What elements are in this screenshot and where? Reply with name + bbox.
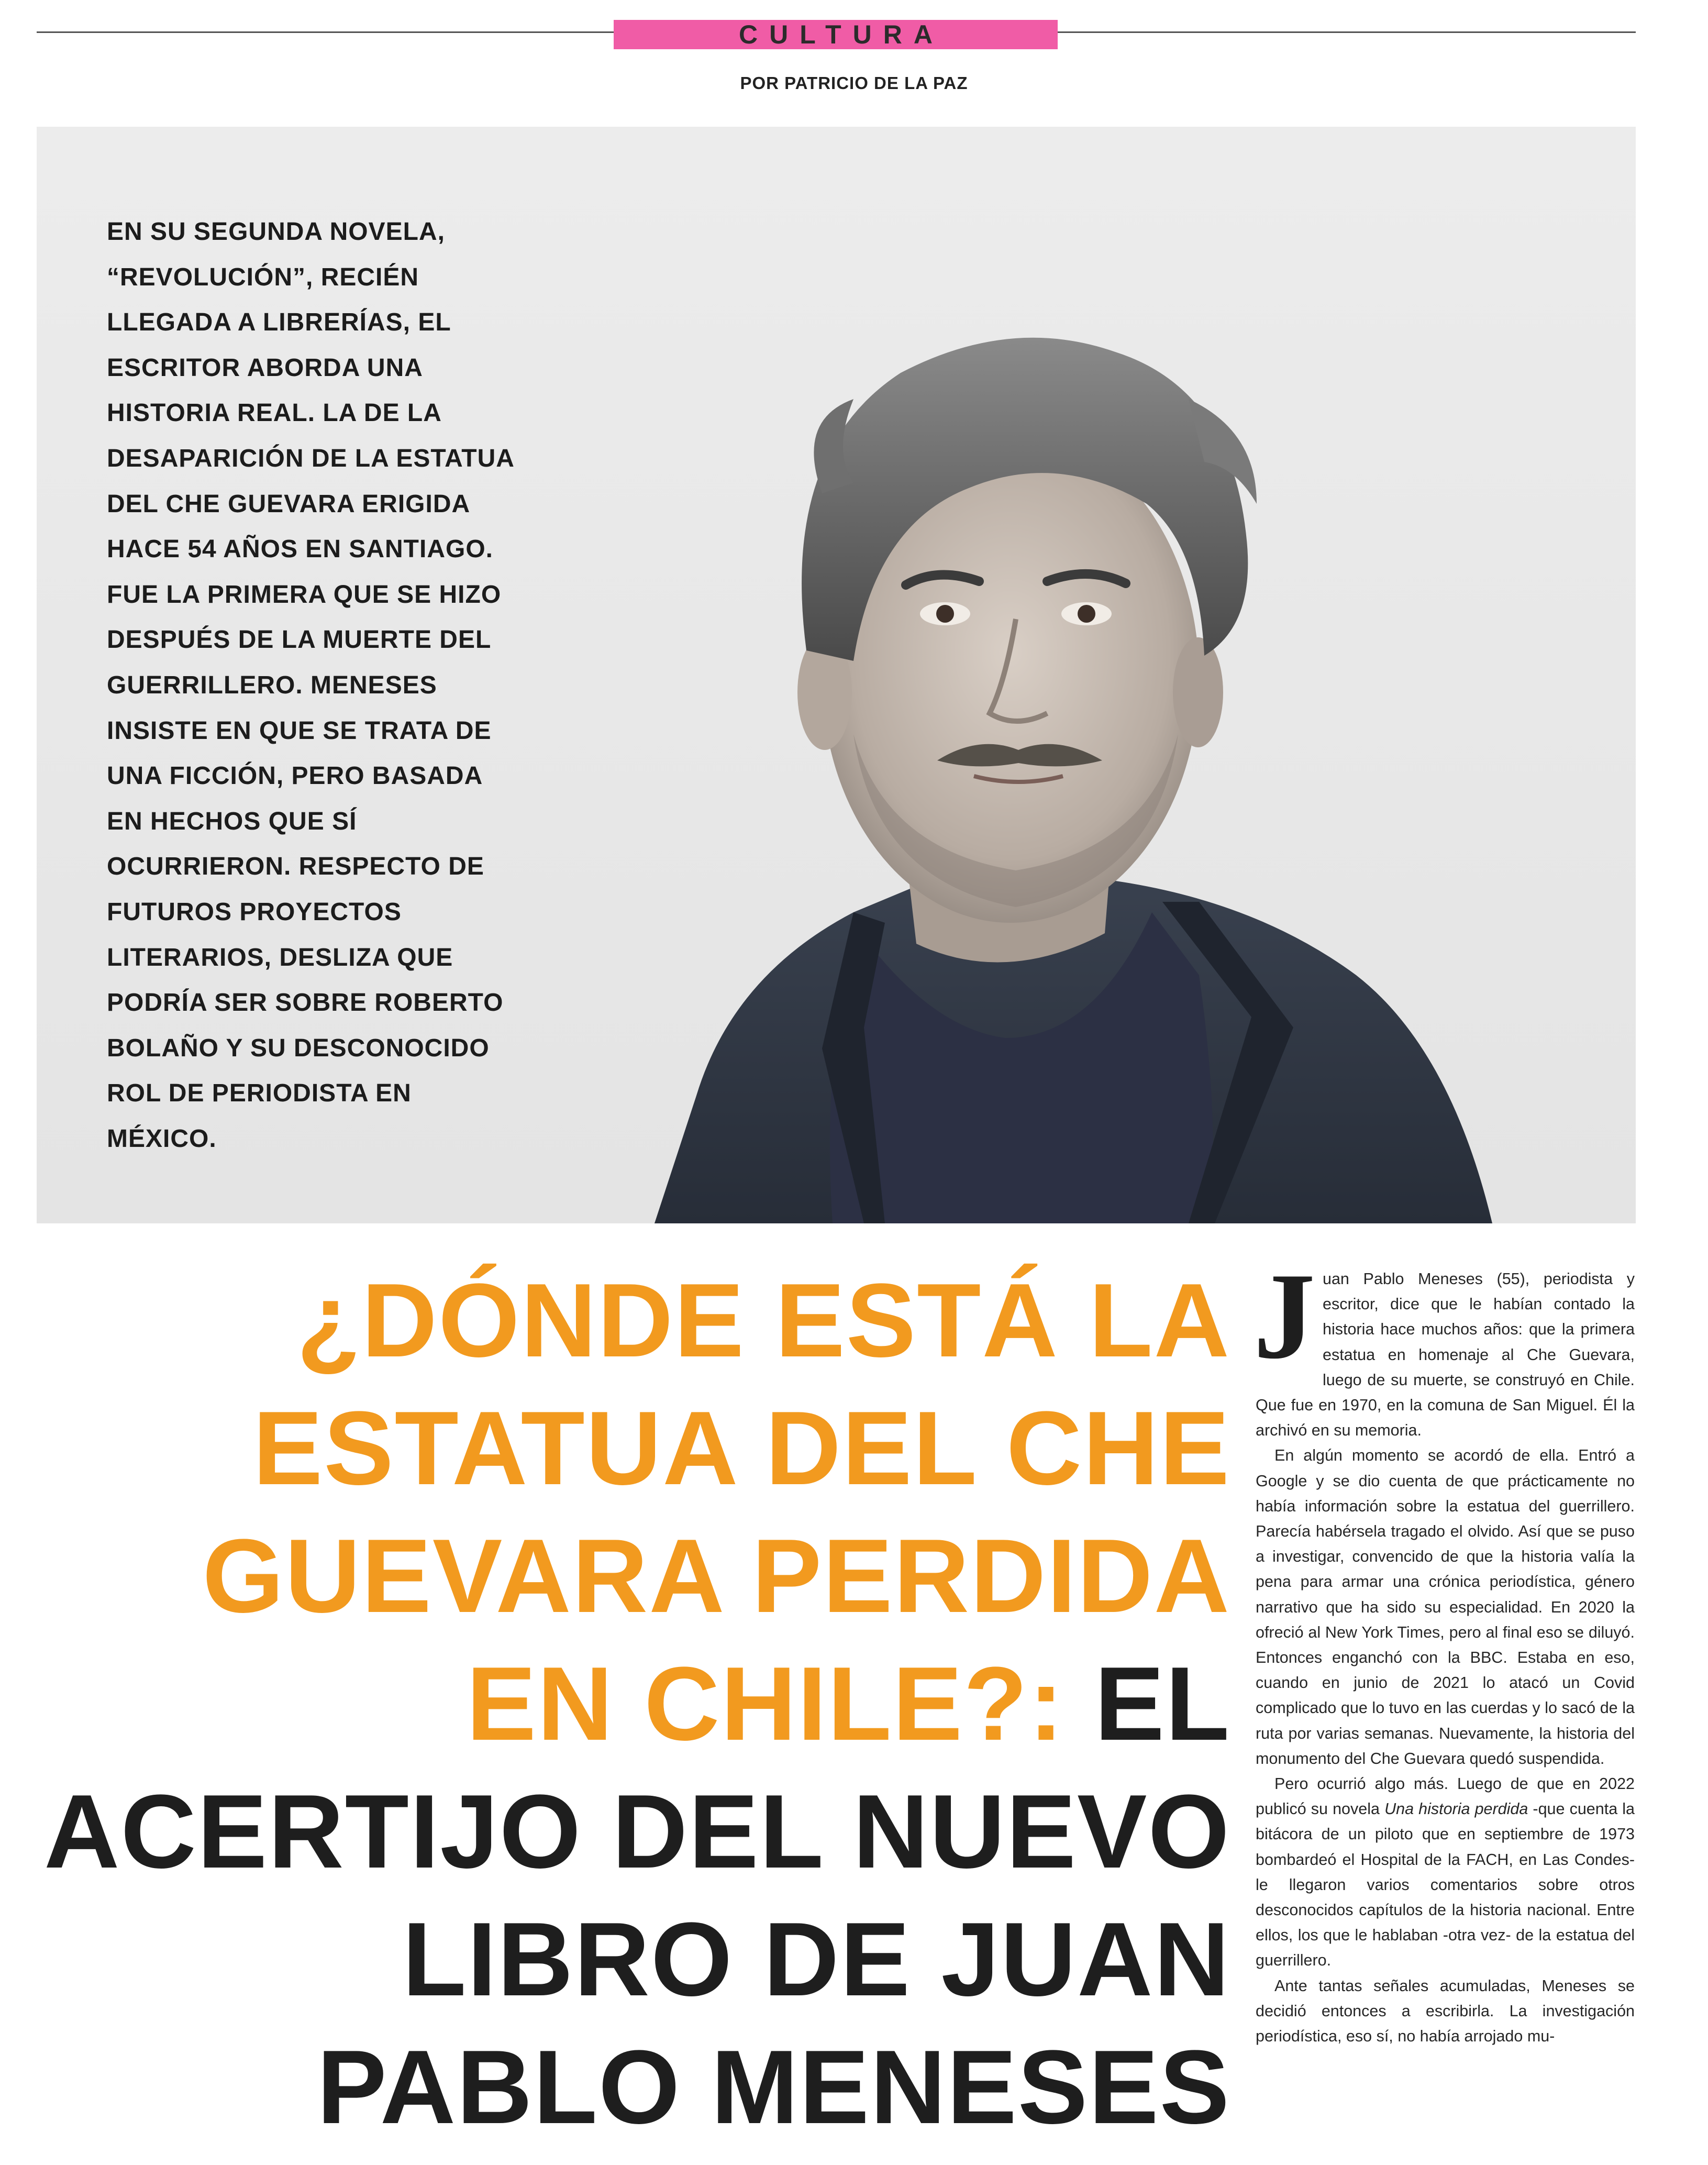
header-rule-left — [37, 31, 614, 33]
article-deck: EN SU SEGUNDA NOVELA, “REVOLUCIÓN”, RECIÉN LLEGADA A LIBRERÍAS, EL ESCRITOR ABORDA UNA HISTORIA REAL. LA DE LA DESAPARICIÓN DE LA ESTATUA DEL CHE GUEVARA ERIGIDA HACE 54 AÑOS EN SANTIAGO. FUE LA PRIMERA QUE SE HIZO DESPUÉS DE LA MUERTE DEL GUERRILLERO. MENESES INSISTE EN QUE SE TRATA DE UNA FICCIÓN, PERO BASADA EN HECHOS QUE SÍ OCURRIERON. RESPECTO DE FUTUROS PROYECTOS LITERARIOS, DESLIZA QUE PODRÍA SER SOBRE ROBERTO BOLAÑO Y SU DESCONOCIDO ROL DE PERIODISTA EN MÉXICO. — [107, 218, 514, 1153]
article-body — [1254, 1248, 1635, 2157]
paragraph-1 — [1254, 1248, 1635, 1443]
paragraph-1-text: uan Pablo Meneses (55), periodista y escritor, dice que le habían contado la historia hace muchos años: que la primera estatua en homenaje al Che Guevara, luego de su muerte, se construyó en Chile. Que fue en 1970, en la comuna de San Miguel. Él la archivó en su memoria. — [1256, 1270, 1635, 1440]
drop-cap: J — [1254, 1248, 1315, 1385]
paragraph-3-end: -que cuenta la bitácora de un piloto que en septiembre de 1973 bombardeó el Hospital de la FACH, en Las Condes- le llegaron varios comentarios sobre otros desconocidos capítulos de la historia nacional. Entre ellos, los que le hablaban -otra vez- de la estatua del guerrillero. — [1256, 1800, 1635, 1970]
paragraph-2: En algún momento se acordó de ella. Entró a Google y se dio cuenta de que prácticamente no había información sobre la estatua del guerrillero. Parecía habérsela tragado el olvido. Así que se puso a investigar, convencido de que la historia valía la pena para armar una crónica periodística, género narrativo que ha sido su especialidad. En 2020 la ofreció al New York Times, pero al final eso se diluyó. Entonces enganchó con la BBC. Estaba en eso, cuando en junio de 2021 lo atacó un Covid complicado que lo tuvo en las cuerdas y lo sacó de la ruta por varias semanas. Nuevamente, la historia del monumento del Che Guevara quedó suspendida. — [1256, 1446, 1635, 1768]
paragraph-4: Ante tantas señales acumuladas, Meneses se decidió entonces a escribirla. La investigación periodística, eso sí, no había arrojado mu- — [1256, 1976, 1635, 2046]
headline-rest: EL ACERTIJO DEL NUEVO LIBRO DE JUAN PABLO MENESES — [44, 1645, 1230, 2146]
paragraph-3 — [1256, 1771, 1635, 1973]
book-title: Una historia perdida — [1384, 1800, 1528, 1818]
header-rule-right — [1058, 31, 1636, 33]
paragraph-3-start: Pero ocurrió algo más. Luego de que en 2022 publicó su novela — [1256, 1775, 1635, 1818]
byline: POR PATRICIO DE LA PAZ — [740, 73, 968, 93]
headline-highlight: ¿DÓNDE ESTÁ LA ESTATUA DEL CHE GUEVARA PERDIDA EN CHILE?: — [202, 1262, 1230, 1762]
headline — [31, 1257, 1230, 2151]
section-tag: CULTURA — [614, 20, 1058, 49]
